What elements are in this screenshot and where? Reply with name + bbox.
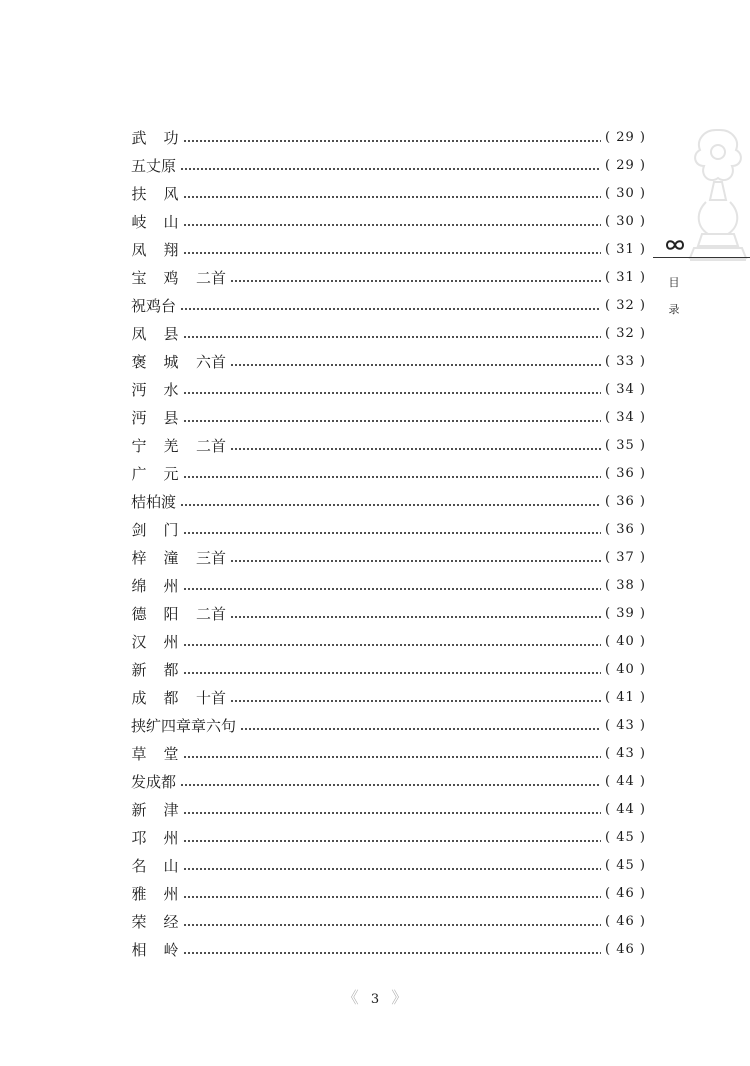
toc-entry-title-char: 山 [163, 857, 179, 875]
toc-entry-title-char: 阳 [163, 605, 179, 623]
toc-entry[interactable] [131, 852, 646, 880]
toc-entry-title-char: 功 [163, 129, 179, 147]
dot-leader [183, 196, 601, 198]
toc-entry-title-char: 宝 [131, 269, 147, 287]
toc-entry-page: ( 35 ) [605, 438, 646, 453]
dot-leader [180, 504, 601, 506]
margin-rule [653, 257, 750, 258]
dot-leader [183, 392, 601, 394]
toc-entry-title [131, 376, 179, 404]
endless-knot-ornament-icon [686, 122, 750, 272]
toc-entry-page: ( 44 ) [605, 802, 646, 817]
toc-entry-page-number: 39 [616, 606, 635, 621]
toc-entry-title-char: 雅 [131, 885, 147, 903]
toc-entry[interactable] [131, 684, 646, 712]
toc-entry-page-number: 44 [616, 802, 635, 817]
toc-entry-title-char: 堂 [163, 745, 179, 763]
toc-entry-page: ( 30 ) [605, 186, 646, 201]
page-number: 3 [370, 992, 380, 1007]
toc-entry-title-char: 草 [131, 745, 147, 763]
toc-entry-title [131, 404, 179, 432]
toc-entry[interactable] [131, 936, 646, 964]
dot-leader [180, 168, 601, 170]
toc-entry[interactable] [131, 152, 646, 180]
toc-entry-title-char: 荣 [131, 913, 147, 931]
toc-entry-page-number: 32 [616, 298, 635, 313]
toc-entry-title-char: 宁 [131, 437, 147, 455]
toc-entry[interactable] [131, 488, 646, 516]
toc-entry-title-char: 新 [131, 801, 147, 819]
toc-entry[interactable] [131, 712, 646, 740]
toc-entry-title-char: 山 [163, 213, 179, 231]
table-of-contents [131, 124, 646, 964]
toc-entry-note: 二首 [196, 437, 227, 455]
toc-entry-title-char: 褒 [131, 353, 147, 371]
toc-entry-title [131, 684, 179, 712]
toc-entry-title-char: 邛 [131, 829, 147, 847]
toc-entry-title-char: 新 [131, 661, 147, 679]
toc-entry-title-char: 都 [163, 689, 179, 707]
toc-entry-title-char: 元 [163, 465, 179, 483]
toc-entry-page-number: 43 [616, 746, 635, 761]
toc-entry-title [131, 880, 179, 908]
toc-entry-title-char: 广 [131, 465, 147, 483]
dot-leader [183, 140, 601, 142]
toc-entry-title-char: 鸡 [163, 269, 179, 287]
toc-entry-page: ( 36 ) [605, 494, 646, 509]
toc-entry[interactable] [131, 180, 646, 208]
dot-leader [183, 420, 601, 422]
toc-entry-title [131, 460, 179, 488]
toc-entry-title [131, 292, 176, 320]
toc-entry[interactable] [131, 432, 646, 460]
toc-entry-page: ( 46 ) [605, 886, 646, 901]
toc-entry-page: ( 29 ) [605, 130, 646, 145]
toc-entry[interactable] [131, 264, 646, 292]
toc-entry-title-char: 凤 [131, 325, 147, 343]
dot-leader [180, 784, 601, 786]
dot-leader [183, 532, 601, 534]
toc-entry-title-char: 州 [163, 577, 179, 595]
toc-entry-title-text: 发成都 [131, 773, 177, 791]
toc-entry-title-char: 剑 [131, 521, 147, 539]
dot-leader [183, 588, 601, 590]
toc-entry-title [131, 936, 179, 964]
toc-entry-title-char: 岭 [163, 941, 179, 959]
toc-entry[interactable] [131, 600, 646, 628]
dot-leader [183, 336, 601, 338]
toc-entry-title [131, 796, 179, 824]
toc-entry[interactable] [131, 348, 646, 376]
toc-entry-title-char: 羌 [163, 437, 179, 455]
toc-entry-page-number: 36 [616, 466, 635, 481]
toc-entry-page-number: 30 [616, 186, 635, 201]
toc-entry-title-char: 绵 [131, 577, 147, 595]
toc-entry-page: ( 34 ) [605, 382, 646, 397]
toc-entry-page-number: 37 [616, 550, 635, 565]
toc-entry[interactable] [131, 768, 646, 796]
dot-leader [183, 952, 601, 954]
toc-entry[interactable] [131, 460, 646, 488]
toc-entry[interactable] [131, 516, 646, 544]
toc-entry-page: ( 46 ) [605, 942, 646, 957]
toc-entry-note: 三首 [196, 549, 227, 567]
toc-entry-page-number: 31 [616, 242, 635, 257]
dot-leader [183, 868, 601, 870]
toc-entry-title [131, 124, 179, 152]
toc-entry-title [131, 320, 179, 348]
toc-entry-page-number: 46 [616, 942, 635, 957]
toc-entry-title-char: 沔 [131, 381, 147, 399]
toc-entry-note: 二首 [196, 269, 227, 287]
toc-entry-title-char: 扶 [131, 185, 147, 203]
knot-icon [665, 238, 685, 252]
toc-entry-title [131, 180, 179, 208]
toc-entry[interactable] [131, 320, 646, 348]
toc-entry-page-number: 38 [616, 578, 635, 593]
sidebar-label-mu: 目 [668, 276, 680, 289]
toc-entry-title-text: 祝鸡台 [131, 297, 177, 315]
toc-entry-page-number: 29 [616, 130, 635, 145]
toc-entry[interactable] [131, 208, 646, 236]
toc-entry-title [131, 628, 179, 656]
dot-leader [183, 924, 601, 926]
toc-entry[interactable] [131, 544, 646, 572]
toc-entry[interactable] [131, 824, 646, 852]
toc-entry-title [131, 516, 179, 544]
dot-leader [183, 840, 601, 842]
toc-entry-page-number: 43 [616, 718, 635, 733]
toc-entry-title-char: 经 [163, 913, 179, 931]
toc-entry-title [131, 488, 176, 516]
toc-entry-title-char: 州 [163, 633, 179, 651]
toc-entry[interactable] [131, 908, 646, 936]
toc-entry-page-number: 45 [616, 858, 635, 873]
dot-leader [183, 896, 601, 898]
toc-entry-page: ( 37 ) [605, 550, 646, 565]
toc-entry-title-char: 州 [163, 829, 179, 847]
toc-entry[interactable] [131, 628, 646, 656]
toc-entry-page-number: 46 [616, 886, 635, 901]
toc-entry-title-char: 成 [131, 689, 147, 707]
toc-entry-title-char: 津 [163, 801, 179, 819]
dot-leader [240, 728, 601, 730]
dot-leader [183, 812, 601, 814]
dot-leader [183, 672, 601, 674]
toc-entry-title-char: 汉 [131, 633, 147, 651]
dot-leader [183, 644, 601, 646]
toc-entry-note: 二首 [196, 605, 227, 623]
toc-entry-page: ( 34 ) [605, 410, 646, 425]
toc-entry-title-char: 潼 [163, 549, 179, 567]
toc-entry-page-number: 29 [616, 158, 635, 173]
toc-entry-title [131, 572, 179, 600]
dot-leader [180, 308, 601, 310]
toc-entry-title-text: 挟纩四章章六句 [131, 717, 237, 735]
toc-entry-note: 十首 [196, 689, 227, 707]
toc-entry-page: ( 41 ) [605, 690, 646, 705]
toc-entry-title [131, 264, 179, 292]
toc-entry-title [131, 236, 179, 264]
toc-entry-page: ( 38 ) [605, 578, 646, 593]
toc-entry-page-number: 40 [616, 662, 635, 677]
dot-leader [230, 364, 601, 366]
dot-leader [183, 756, 601, 758]
toc-entry-page-number: 34 [616, 382, 635, 397]
toc-entry-page: ( 45 ) [605, 858, 646, 873]
toc-entry-title-char: 相 [131, 941, 147, 959]
toc-entry-title-char: 沔 [131, 409, 147, 427]
toc-entry-title-char: 武 [131, 129, 147, 147]
dot-leader [230, 616, 601, 618]
toc-entry-title [131, 740, 179, 768]
dot-leader [230, 700, 601, 702]
toc-entry[interactable] [131, 376, 646, 404]
toc-entry-page-number: 35 [616, 438, 635, 453]
toc-entry-title [131, 712, 236, 740]
toc-entry-title-char: 风 [163, 185, 179, 203]
toc-entry-title-char: 门 [163, 521, 179, 539]
toc-entry-page: ( 31 ) [605, 242, 646, 257]
toc-entry-page: ( 36 ) [605, 522, 646, 537]
toc-entry-title [131, 656, 179, 684]
toc-entry-title [131, 908, 179, 936]
toc-entry-page-number: 31 [616, 270, 635, 285]
toc-entry-title-char: 水 [163, 381, 179, 399]
toc-entry-page-number: 40 [616, 634, 635, 649]
toc-entry-title [131, 600, 179, 628]
toc-entry-page: ( 43 ) [605, 746, 646, 761]
toc-entry[interactable] [131, 740, 646, 768]
toc-entry[interactable] [131, 656, 646, 684]
toc-entry-title [131, 824, 179, 852]
toc-entry-page: ( 39 ) [605, 606, 646, 621]
toc-entry[interactable] [131, 292, 646, 320]
toc-entry-title-char: 翔 [163, 241, 179, 259]
toc-entry-title-char: 州 [163, 885, 179, 903]
dot-leader [183, 476, 601, 478]
toc-entry-title-char: 岐 [131, 213, 147, 231]
toc-entry-page-number: 45 [616, 830, 635, 845]
toc-entry-title [131, 432, 179, 460]
toc-entry-title [131, 544, 179, 572]
toc-entry-page: ( 36 ) [605, 466, 646, 481]
toc-entry-page: ( 43 ) [605, 718, 646, 733]
toc-entry-page: ( 30 ) [605, 214, 646, 229]
toc-entry-page-number: 36 [616, 522, 635, 537]
toc-entry-title-char: 凤 [131, 241, 147, 259]
toc-entry-page: ( 33 ) [605, 354, 646, 369]
toc-entry-page-number: 30 [616, 214, 635, 229]
toc-entry-title-char: 县 [163, 409, 179, 427]
toc-entry-title [131, 348, 179, 376]
toc-entry-title-char: 县 [163, 325, 179, 343]
toc-entry-page-number: 32 [616, 326, 635, 341]
toc-entry-title-char: 梓 [131, 549, 147, 567]
toc-entry-page-number: 44 [616, 774, 635, 789]
page-footer [0, 985, 750, 1008]
toc-entry-page-number: 36 [616, 494, 635, 509]
prev-arrow-icon: 《 [342, 988, 359, 1007]
toc-entry-title-char: 德 [131, 605, 147, 623]
dot-leader [230, 280, 601, 282]
next-arrow-icon: 》 [391, 988, 408, 1007]
toc-entry-page: ( 40 ) [605, 634, 646, 649]
toc-entry-title [131, 208, 179, 236]
toc-entry-title [131, 852, 179, 880]
toc-entry-page: ( 44 ) [605, 774, 646, 789]
toc-entry[interactable] [131, 404, 646, 432]
toc-entry-title [131, 768, 176, 796]
toc-entry[interactable] [131, 236, 646, 264]
toc-entry-page-number: 33 [616, 354, 635, 369]
dot-leader [183, 252, 601, 254]
toc-entry-title-text: 五丈原 [131, 157, 177, 175]
toc-entry-page: ( 45 ) [605, 830, 646, 845]
toc-entry-page: ( 32 ) [605, 298, 646, 313]
toc-entry-title-char: 名 [131, 857, 147, 875]
toc-entry[interactable] [131, 572, 646, 600]
toc-entry-title-text: 桔柏渡 [131, 493, 177, 511]
toc-entry-page: ( 31 ) [605, 270, 646, 285]
toc-entry-page: ( 29 ) [605, 158, 646, 173]
toc-entry-note: 六首 [196, 353, 227, 371]
toc-entry[interactable] [131, 124, 646, 152]
sidebar-label-lu: 录 [668, 303, 680, 316]
toc-entry-page: ( 40 ) [605, 662, 646, 677]
dot-leader [230, 560, 601, 562]
toc-entry-page: ( 32 ) [605, 326, 646, 341]
toc-entry-page-number: 41 [616, 690, 635, 705]
dot-leader [183, 224, 601, 226]
toc-entry[interactable] [131, 880, 646, 908]
toc-entry-page-number: 34 [616, 410, 635, 425]
dot-leader [230, 448, 601, 450]
toc-entry-page-number: 46 [616, 914, 635, 929]
toc-entry-title [131, 152, 176, 180]
toc-entry-title-char: 都 [163, 661, 179, 679]
toc-entry-title-char: 城 [163, 353, 179, 371]
toc-entry-page: ( 46 ) [605, 914, 646, 929]
toc-entry[interactable] [131, 796, 646, 824]
